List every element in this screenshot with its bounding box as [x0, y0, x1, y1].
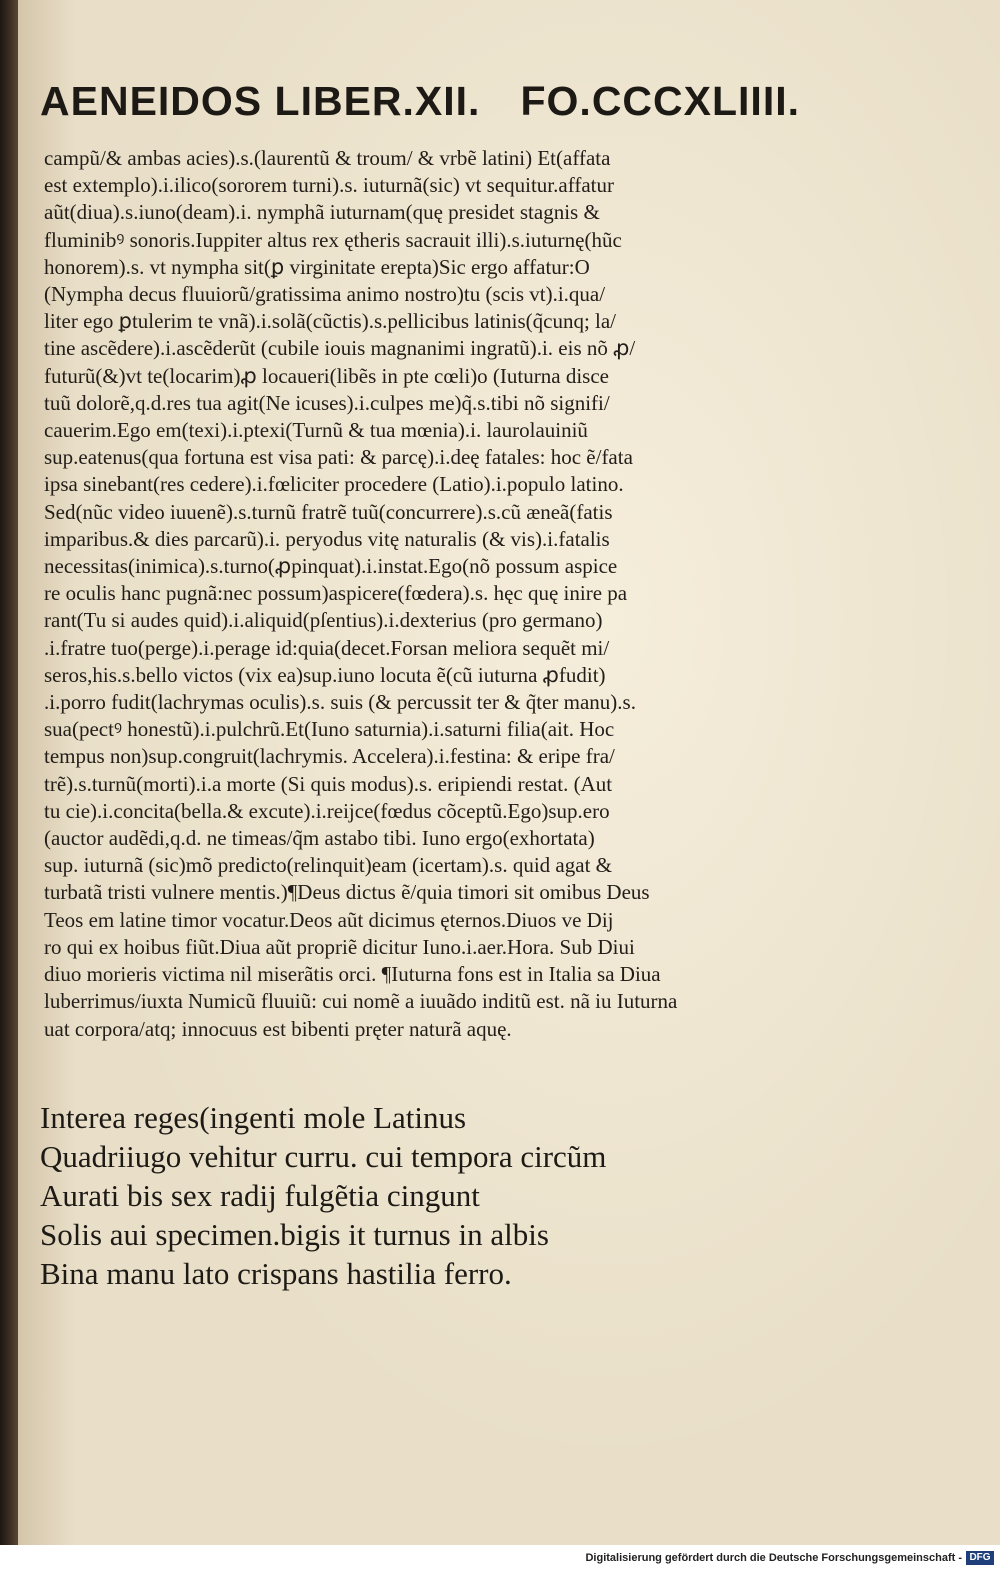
commentary-line: luberrimus/iuxta Numicũ fluuiũ: cui nomẽ a iuuãdo inditũ est. nã iu Iuturna: [44, 989, 678, 1014]
commentary-line: (Nympha decus fluuiorũ/gratissima animo nostro)tu (scis vt).i.qua/: [44, 282, 606, 307]
commentary-line: rant(Tu si audes quid).i.aliquid(pſentius).i.dexterius (pro germano): [44, 608, 603, 633]
running-head-folio: FO.CCCXLIIII.: [520, 78, 800, 124]
funding-credit: Digitalisierung gefördert durch die Deutsche Forschungsgemeinschaft -: [585, 1552, 962, 1564]
commentary-line: sua(pectꝰ honestũ).i.pulchrũ.Et(Iuno saturnia).i.saturni filia(ait. Hoc: [44, 717, 615, 742]
commentary-line: futurũ(&)vt te(locarim)ꝓ locaueri(libẽs in pte cœli)o (Iuturna disce: [44, 363, 609, 388]
commentary-line: diuo morieris victima nil miserãtis orci. ¶Iuturna fons est in Italia sa Diua: [44, 962, 661, 987]
commentary-line: seros,his.s.bello victos (vix ea)sup.iuno locuta ẽ(cũ iuturna ꝓfudit): [44, 662, 606, 687]
commentary-line: ro qui ex hoibus fiũt.Diua aũt propriẽ dicitur Iuno.i.aer.Hora. Sub Diui: [44, 934, 635, 959]
commentary-line: sup.eatenus(qua fortuna est visa pati: & parcę).i.deę fatales: hoc ẽ/fata: [44, 445, 633, 470]
verse-line: Bina manu lato crispans hastilia ferro.: [40, 1256, 512, 1291]
commentary-line: tuũ dolorẽ,q.d.res tua agit(Ne icuses).i.culpes me)q̃.s.tibi nõ signifi/: [44, 390, 610, 415]
footer-bar: [0, 1545, 1000, 1571]
dfg-logo-icon: DFG: [966, 1551, 994, 1565]
verse-line: Solis aui specimen.bigis it turnus in albis: [40, 1217, 549, 1252]
commentary-line: fluminibꝰ sonoris.Iuppiter altus rex ętheris sacrauit illi).s.iuturnę(hũc: [44, 227, 622, 252]
verse-line: Interea reges(ingenti mole Latinus: [40, 1100, 467, 1135]
commentary-line: turbatã tristi vulnere mentis.)¶Deus dictus ẽ/quia timori sit omibus Deus: [44, 880, 650, 905]
commentary-line: sup. iuturnã (sic)mõ predicto(relinquit)eam (icertam).s. quid agat &: [44, 853, 612, 878]
commentary-line: .i.fratre tuo(perge).i.perage id:quia(decet.Forsan meliora sequẽt mi/: [44, 635, 610, 660]
commentary-line: campũ/& ambas acies).s.(laurentũ & troum/ & vrbẽ latini) Et(affata: [44, 146, 611, 170]
commentary-line: .i.porro fudit(lachrymas oculis).s. suis (& percussit ter & q̃ter manu).s.: [44, 690, 636, 715]
commentary-block: [44, 145, 844, 1043]
commentary-line: Sed(nũc video iuuenẽ).s.turnũ fratrẽ tuũ(concurrere).s.cũ æneã(fatis: [44, 499, 613, 524]
commentary-line: trẽ).s.turnũ(morti).i.a morte (Si quis modus).s. eripiendi restat. (Aut: [44, 771, 613, 796]
commentary-line: imparibus.& dies parcarũ).i. peryodus vitę naturalis (& vis).i.fatalis: [44, 526, 610, 551]
commentary-line: tu cie).i.concita(bella.& excute).i.reijce(fœdus cõceptũ.Ego)sup.ero: [44, 798, 610, 823]
commentary-line: ipsa sinebant(res cedere).i.fœliciter procedere (Latio).i.populo latino.: [44, 472, 624, 497]
running-head: [40, 78, 800, 125]
commentary-line: re oculis hanc pugnã:nec possum)aspicere(fœdera).s. hęc quę inire pa: [44, 581, 628, 606]
book-binding-edge: [0, 0, 18, 1545]
commentary-line: uat corpora/atq; innocuus est bibenti pręter naturã aquę.: [44, 1016, 512, 1041]
commentary-line: (auctor audẽdi,q.d. ne timeas/q̃m astabo tibi. Iuno ergo(exhortata): [44, 826, 595, 851]
commentary-line: aũt(diua).s.iuno(deam).i. nymphã iuturnam(quę presidet stagnis &: [44, 200, 600, 225]
commentary-line: honorem).s. vt nympha sit(ꝑ virginitate erepta)Sic ergo affatur:O: [44, 254, 590, 279]
running-head-title: AENEIDOS LIBER.XII.: [40, 78, 481, 124]
commentary-line: Teos em latine timor vocatur.Deos aũt dicimus ęternos.Diuos ve Dij: [44, 907, 614, 932]
commentary-line: tine ascẽdere).i.ascẽderũt (cubile iouis magnanimi ingratũ).i. eis nõ ꝓ/: [44, 336, 636, 361]
commentary-line: necessitas(inimica).s.turno(ꝓpinquat).i.instat.Ego(nõ possum aspice: [44, 554, 618, 579]
verse-line: Quadriiugo vehitur curru. cui tempora circũm: [40, 1139, 607, 1174]
verse-line: Aurati bis sex radij fulgẽtia cingunt: [40, 1178, 480, 1213]
commentary-line: est extemplo).i.ilico(sororem turni).s. iuturnã(sic) vt sequitur.affatur: [44, 173, 614, 198]
commentary-line: tempus non)sup.congruit(lachrymis. Accelera).i.festina: & eripe fra/: [44, 744, 615, 769]
commentary-line: liter ego ꝑtulerim te vnã).i.solã(cũctis).s.pellicibus latinis(q̃cunq; la/: [44, 309, 617, 334]
commentary-line: cauerim.Ego em(texi).i.ptexi(Turnũ & tua mœnia).i. laurolauiniũ: [44, 418, 588, 443]
verse-block: [40, 1098, 800, 1293]
